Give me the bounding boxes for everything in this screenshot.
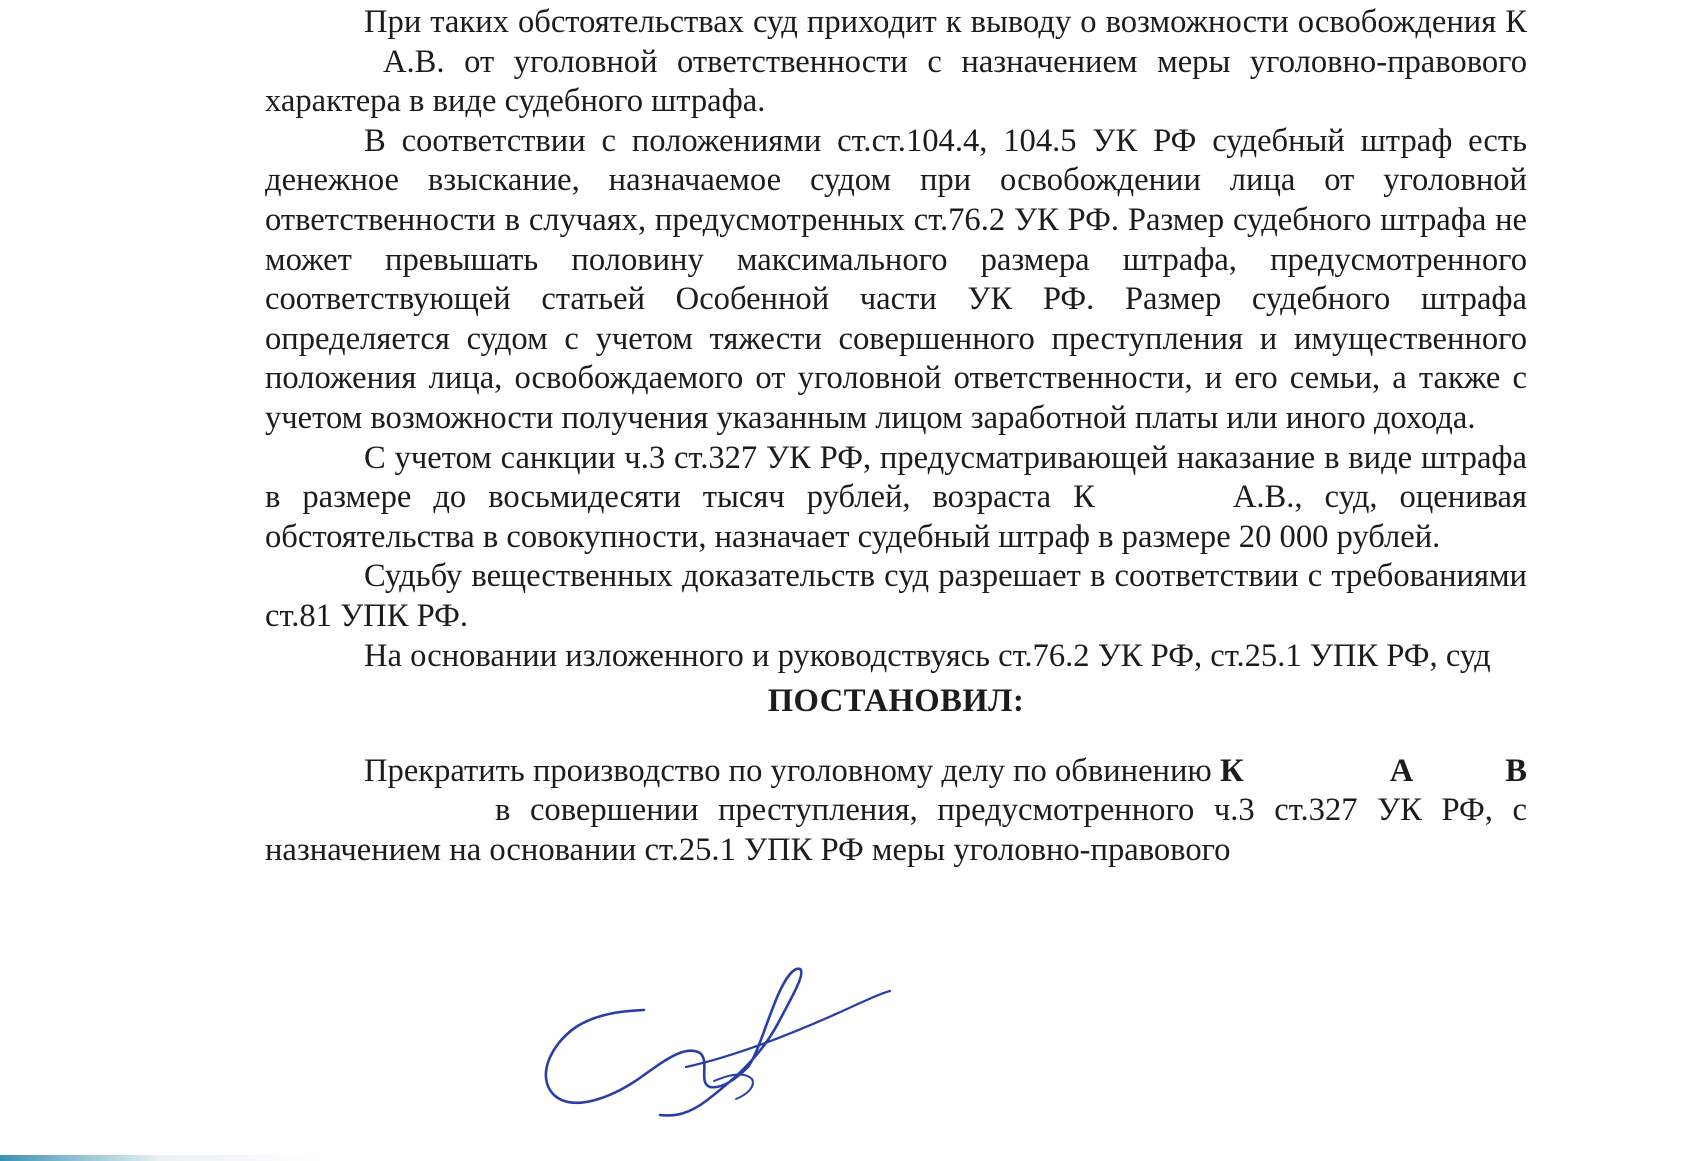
paragraph-text: А.В. от уголовной ответственности с назначением меры уголовно-правового характера в виде судебного штрафа.: [265, 43, 1527, 120]
heading-spacer: [265, 722, 1527, 752]
paragraph-fine-amount: [265, 439, 1527, 558]
ruling-heading: ПОСТАНОВИЛ:: [767, 683, 1025, 720]
ruling-lead: Прекратить производство по уголовному делу по обвинению: [364, 752, 1212, 789]
paragraph-grounds: На основании изложенного и руководствуясь ст.76.2 УК РФ, ст.25.1 УПК РФ, суд: [364, 637, 1491, 674]
ruling-rest: в совершении преступления, предусмотренного ч.3 ст.327 УК РФ, с назначением на основании ст.25.1 УПК РФ меры уголовно-правового: [265, 792, 1527, 868]
defendant-surname-initial: К: [1219, 752, 1244, 789]
paragraph-text: При таких обстоятельствах суд приходит к выводу о возможности освобождения К: [364, 4, 1527, 40]
signature-stroke-loop: [714, 1075, 753, 1099]
paragraph-judicial-fine-definition: В соответствии с положениями ст.ст.104.4, 104.5 УК РФ судебный штраф есть денежное взыскание, назначаемое судом при освобождении лица от уголовной ответственности в случаях, предусмотренных ст.76.2 УК РФ. Размер судебного штрафа не может превышать половину максимального размера штрафа, предусмотренного соответствующей статьей Особенной части УК РФ. Размер судебного штрафа определяется судом с учетом тяжести совершенного преступления и имущественного положения лица, освобождаемого от уголовной ответственности, и его семьи, а также с учетом возможности получения указанным лицом заработной платы или иного дохода.: [265, 122, 1527, 436]
defendant-name-initial: А: [1389, 752, 1414, 789]
scan-edge: [0, 1155, 1700, 1161]
paragraph-evidence: Судьбу вещественных доказательств суд разрешает в соответствии с требованиями ст.81 УПК РФ.: [265, 558, 1527, 634]
paragraph-ruling: [265, 752, 1527, 871]
signature-stroke-flourish: [686, 991, 890, 1067]
handwritten-signature: [540, 955, 940, 1125]
document-body: [265, 3, 1527, 870]
paragraph-text: А.В., суд, оценивая обстоятельства в совокупности, назначает судебный штраф в размере 20 000 рублей.: [265, 479, 1527, 555]
paragraph-court-conclusion: [265, 3, 1527, 122]
defendant-patronymic-initial: В: [1505, 752, 1527, 789]
signature-stroke-main: [546, 969, 802, 1116]
paragraph-text: С учетом санкции ч.3 ст.327 УК РФ, предусматривающей наказание в виде штрафа в размере до восьмидесяти тысяч рублей, возраста К: [265, 439, 1527, 516]
